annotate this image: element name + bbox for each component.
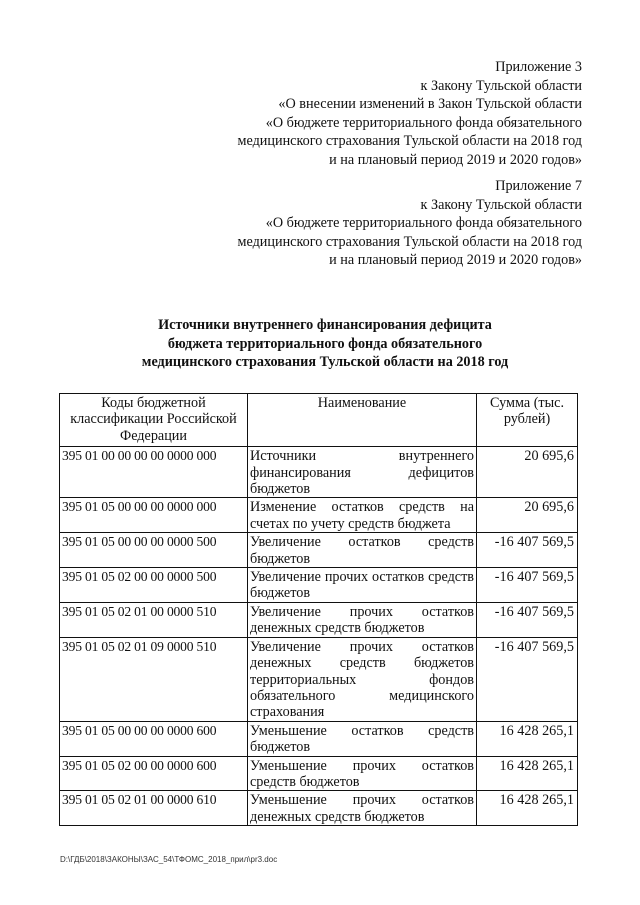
cell-code: 395 01 00 00 00 00 0000 000 (60, 447, 248, 498)
appendix-line: медицинского страхования Тульской области на 2018 год (237, 133, 582, 150)
table-row (60, 498, 578, 533)
cell-code: 395 01 05 00 00 00 0000 000 (60, 498, 248, 533)
appendix-line: Приложение 7 (495, 178, 582, 194)
table-header-row (60, 394, 578, 447)
table-row (60, 791, 578, 826)
appendix-line: к Закону Тульской области (420, 77, 582, 94)
table-row (60, 602, 578, 637)
title-line: бюджета территориального фонда обязательного (167, 335, 483, 352)
cell-name: Увеличение прочих остатков денежных средств бюджетов территориальных фондов обязательного медицинского страхования (248, 637, 477, 721)
cell-sum: 16 428 265,1 (477, 721, 578, 756)
table-row (60, 533, 578, 568)
cell-code: 395 01 05 02 01 09 0000 510 (60, 637, 248, 721)
appendix-line: «О бюджете территориального фонда обязательного (265, 215, 582, 232)
appendix-line: и на плановый период 2019 и 2020 годов» (329, 151, 582, 168)
cell-code: 395 01 05 00 00 00 0000 600 (60, 721, 248, 756)
table-row (60, 447, 578, 498)
cell-name: Увеличение остатков средств бюджетов (248, 533, 477, 568)
cell-sum: -16 407 569,5 (477, 568, 578, 603)
table-row (60, 756, 578, 791)
cell-name: Источники внутреннего финансирования дефицитов бюджетов (248, 447, 477, 498)
financing-sources-table (59, 393, 578, 826)
cell-sum: 20 695,6 (477, 447, 578, 498)
header-code: Коды бюджетной классификации Российской Федерации (60, 394, 248, 447)
appendix-line: и на плановый период 2019 и 2020 годов» (329, 252, 582, 269)
title-line: Источники внутреннего финансирования дефицита (158, 317, 492, 333)
cell-code: 395 01 05 02 01 00 0000 510 (60, 602, 248, 637)
cell-sum: -16 407 569,5 (477, 533, 578, 568)
appendix-7-header (162, 177, 582, 270)
table-row (60, 721, 578, 756)
header-sum: Сумма (тыс. рублей) (477, 394, 578, 447)
appendix-3-header (162, 58, 582, 170)
file-path-footer: D:\ГДБ\2018\ЗАКОНЫ\ЗАС_54\ТФОМС_2018_прил\pr3.doc (60, 855, 278, 864)
cell-code: 395 01 05 02 00 00 0000 500 (60, 568, 248, 603)
cell-sum: 16 428 265,1 (477, 791, 578, 826)
document-title (100, 316, 550, 372)
table-row (60, 637, 578, 721)
cell-name: Увеличение прочих остатков средств бюджетов (248, 568, 477, 603)
header-name: Наименование (248, 394, 477, 447)
cell-sum: -16 407 569,5 (477, 637, 578, 721)
cell-sum: 20 695,6 (477, 498, 578, 533)
title-line: медицинского страхования Тульской области на 2018 год (141, 354, 509, 371)
cell-name: Уменьшение прочих остатков средств бюджетов (248, 756, 477, 791)
appendix-line: «О бюджете территориального фонда обязательного (265, 114, 582, 131)
appendix-line: к Закону Тульской области (420, 196, 582, 213)
cell-name: Изменение остатков средств на счетах по учету средств бюджета (248, 498, 477, 533)
cell-name: Увеличение прочих остатков денежных средств бюджетов (248, 602, 477, 637)
appendix-line: Приложение 3 (495, 59, 582, 75)
cell-name: Уменьшение прочих остатков денежных средств бюджетов (248, 791, 477, 826)
appendix-line: «О внесении изменений в Закон Тульской области (278, 96, 582, 113)
cell-code: 395 01 05 02 01 00 0000 610 (60, 791, 248, 826)
cell-sum: 16 428 265,1 (477, 756, 578, 791)
cell-sum: -16 407 569,5 (477, 602, 578, 637)
appendix-line: медицинского страхования Тульской области на 2018 год (237, 233, 582, 250)
cell-name: Уменьшение остатков средств бюджетов (248, 721, 477, 756)
cell-code: 395 01 05 02 00 00 0000 600 (60, 756, 248, 791)
cell-code: 395 01 05 00 00 00 0000 500 (60, 533, 248, 568)
table-row (60, 568, 578, 603)
